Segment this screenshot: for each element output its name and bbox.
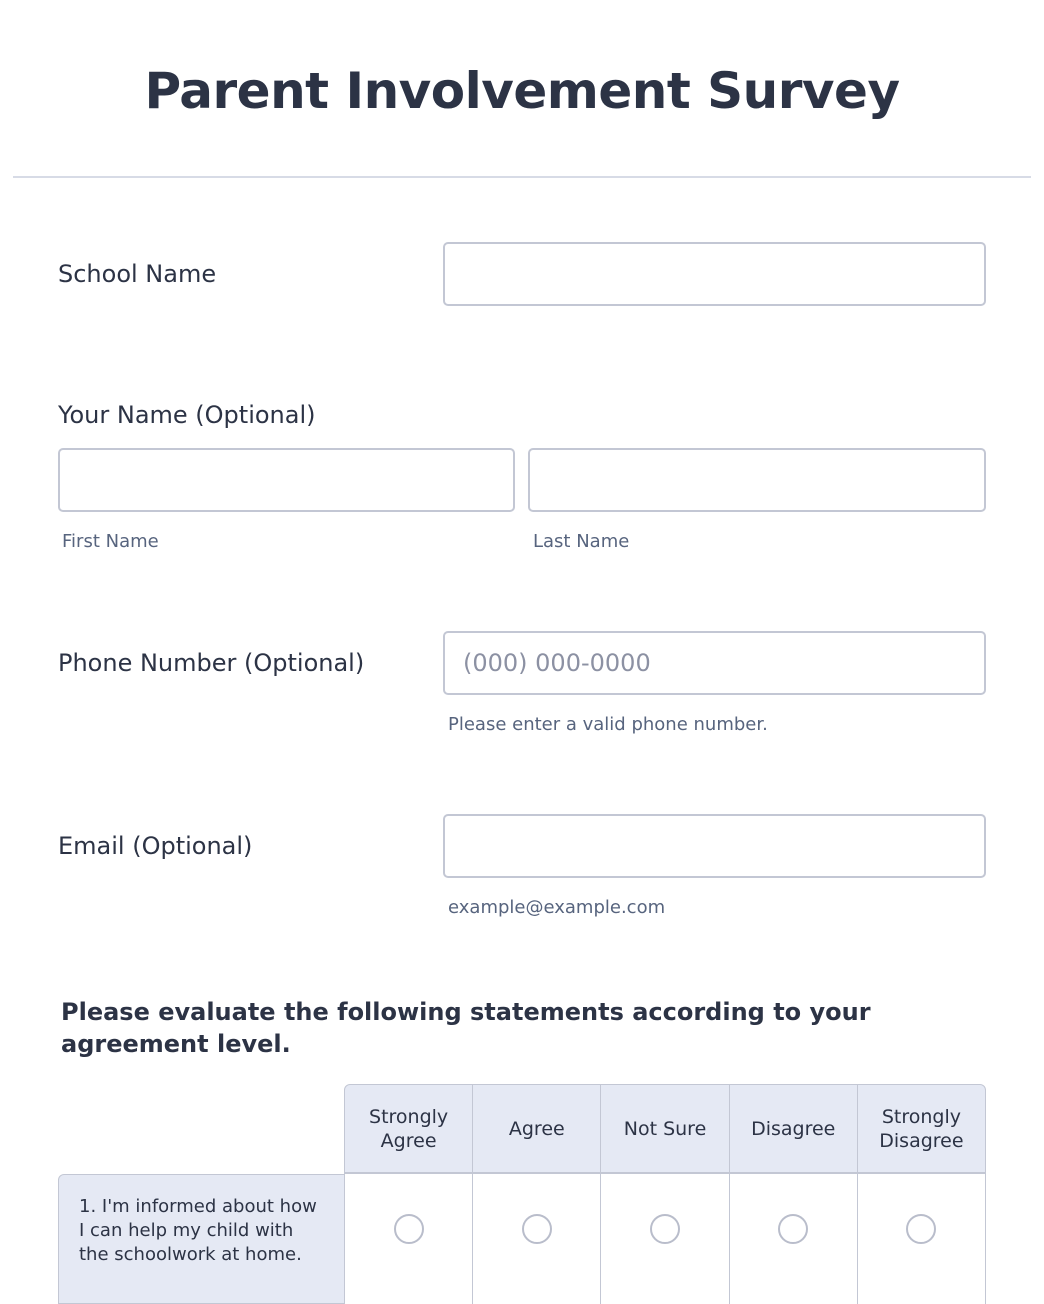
matrix-heading: Please evaluate the following statements according to your agreement level. [61,998,871,1058]
first-name-input[interactable] [58,448,515,512]
school-name-label: School Name [58,260,217,288]
column-disagree: Disagree [730,1085,858,1172]
column-strongly-disagree: Strongly Disagree [879,1105,964,1152]
phone-sublabel: Please enter a valid phone number. [448,714,768,735]
radio-row1-strongly-agree[interactable] [394,1214,424,1244]
column-not-sure: Not Sure [601,1085,729,1172]
last-name-sublabel: Last Name [533,531,630,552]
matrix-row-1-statement: 1. I'm informed about how I can help my child with the schoolwork at home. [58,1174,345,1304]
email-input[interactable] [443,814,986,878]
first-name-sublabel: First Name [62,531,159,552]
email-sublabel: example@example.com [448,897,666,918]
school-name-input[interactable] [443,242,986,306]
radio-row1-not-sure[interactable] [650,1214,680,1244]
radio-row1-agree[interactable] [522,1214,552,1244]
your-name-label: Your Name (Optional) [58,401,316,429]
last-name-input[interactable] [528,448,986,512]
header-divider [13,176,1031,178]
column-strongly-agree: Strongly Agree [345,1085,473,1172]
column-agree: Agree [473,1085,601,1172]
radio-row1-strongly-disagree[interactable] [906,1214,936,1244]
matrix-header-row [344,1084,986,1174]
page-title: Parent Involvement Survey [144,62,900,120]
phone-label: Phone Number (Optional) [58,649,365,677]
email-label: Email (Optional) [58,832,253,860]
radio-row1-disagree[interactable] [778,1214,808,1244]
phone-input[interactable] [443,631,986,695]
